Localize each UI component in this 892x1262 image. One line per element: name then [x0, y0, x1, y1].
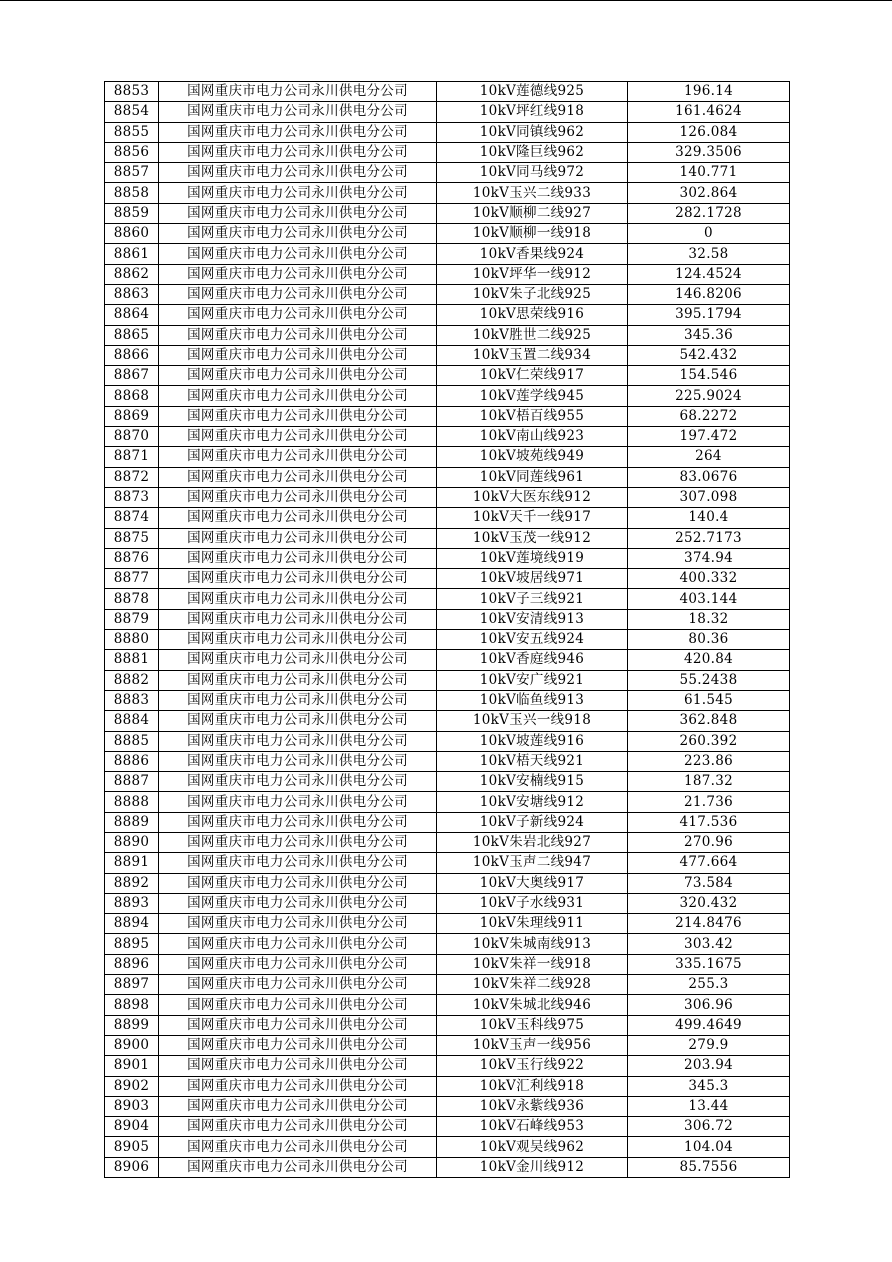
- table-row: [105, 609, 790, 629]
- line-value-cell: 306.96: [628, 995, 790, 1015]
- company-name-cell: 国网重庆市电力公司永川供电分公司: [159, 954, 437, 974]
- table-row: [105, 244, 790, 264]
- row-number-cell: 8880: [105, 630, 159, 650]
- table-row: [105, 670, 790, 690]
- company-name-cell: 国网重庆市电力公司永川供电分公司: [159, 609, 437, 629]
- table-row: [105, 183, 790, 203]
- table-row: [105, 731, 790, 751]
- company-name-cell: 国网重庆市电力公司永川供电分公司: [159, 447, 437, 467]
- table-row: [105, 812, 790, 832]
- line-name-cell: 10kV金川线912: [437, 1157, 628, 1177]
- company-name-cell: 国网重庆市电力公司永川供电分公司: [159, 305, 437, 325]
- line-value-cell: 13.44: [628, 1096, 790, 1116]
- row-number-cell: 8866: [105, 345, 159, 365]
- line-name-cell: 10kV安楠线915: [437, 772, 628, 792]
- company-name-cell: 国网重庆市电力公司永川供电分公司: [159, 163, 437, 183]
- line-name-cell: 10kV子水线931: [437, 893, 628, 913]
- line-value-cell: 154.546: [628, 366, 790, 386]
- company-name-cell: 国网重庆市电力公司永川供电分公司: [159, 427, 437, 447]
- table-row: [105, 163, 790, 183]
- table-row: [105, 772, 790, 792]
- company-name-cell: 国网重庆市电力公司永川供电分公司: [159, 224, 437, 244]
- table-row: [105, 102, 790, 122]
- company-name-cell: 国网重庆市电力公司永川供电分公司: [159, 142, 437, 162]
- company-name-cell: 国网重庆市电力公司永川供电分公司: [159, 244, 437, 264]
- line-name-cell: 10kV莲学线945: [437, 386, 628, 406]
- table-row: [105, 548, 790, 568]
- line-value-cell: 32.58: [628, 244, 790, 264]
- row-number-cell: 8886: [105, 751, 159, 771]
- table-row: [105, 893, 790, 913]
- line-value-cell: 161.4624: [628, 102, 790, 122]
- company-name-cell: 国网重庆市电力公司永川供电分公司: [159, 386, 437, 406]
- row-number-cell: 8888: [105, 792, 159, 812]
- line-name-cell: 10kV胜世二线925: [437, 325, 628, 345]
- table-row: [105, 589, 790, 609]
- line-value-cell: 80.36: [628, 630, 790, 650]
- company-name-cell: 国网重庆市电力公司永川供电分公司: [159, 893, 437, 913]
- line-value-cell: 0: [628, 224, 790, 244]
- line-name-cell: 10kV临鱼线913: [437, 690, 628, 710]
- line-value-cell: 140.4: [628, 508, 790, 528]
- company-name-cell: 国网重庆市电力公司永川供电分公司: [159, 812, 437, 832]
- row-number-cell: 8863: [105, 284, 159, 304]
- row-number-cell: 8857: [105, 163, 159, 183]
- line-name-cell: 10kV永紫线936: [437, 1096, 628, 1116]
- row-number-cell: 8884: [105, 711, 159, 731]
- line-value-cell: 223.86: [628, 751, 790, 771]
- row-number-cell: 8889: [105, 812, 159, 832]
- line-name-cell: 10kV朱祥二线928: [437, 975, 628, 995]
- line-value-cell: 374.94: [628, 548, 790, 568]
- row-number-cell: 8891: [105, 853, 159, 873]
- table-row: [105, 508, 790, 528]
- table-row: [105, 954, 790, 974]
- company-name-cell: 国网重庆市电力公司永川供电分公司: [159, 1056, 437, 1076]
- line-value-cell: 403.144: [628, 589, 790, 609]
- table-row: [105, 995, 790, 1015]
- line-value-cell: 499.4649: [628, 1015, 790, 1035]
- line-value-cell: 61.545: [628, 690, 790, 710]
- line-value-cell: 124.4524: [628, 264, 790, 284]
- row-number-cell: 8902: [105, 1076, 159, 1096]
- line-value-cell: 264: [628, 447, 790, 467]
- company-name-cell: 国网重庆市电力公司永川供电分公司: [159, 284, 437, 304]
- table-row: [105, 284, 790, 304]
- table-row: [105, 792, 790, 812]
- table-row: [105, 1157, 790, 1177]
- table-row: [105, 1117, 790, 1137]
- company-name-cell: 国网重庆市电力公司永川供电分公司: [159, 873, 437, 893]
- row-number-cell: 8894: [105, 914, 159, 934]
- company-name-cell: 国网重庆市电力公司永川供电分公司: [159, 183, 437, 203]
- line-value-cell: 477.664: [628, 853, 790, 873]
- row-number-cell: 8906: [105, 1157, 159, 1177]
- company-name-cell: 国网重庆市电力公司永川供电分公司: [159, 325, 437, 345]
- company-name-cell: 国网重庆市电力公司永川供电分公司: [159, 1076, 437, 1096]
- table-row: [105, 1035, 790, 1055]
- table-row: [105, 1096, 790, 1116]
- line-name-cell: 10kV汇利线918: [437, 1076, 628, 1096]
- line-name-cell: 10kV安塘线912: [437, 792, 628, 812]
- table-row: [105, 487, 790, 507]
- line-value-cell: 329.3506: [628, 142, 790, 162]
- line-value-cell: 146.8206: [628, 284, 790, 304]
- row-number-cell: 8870: [105, 427, 159, 447]
- table-row: [105, 203, 790, 223]
- line-name-cell: 10kV梧百线955: [437, 406, 628, 426]
- line-name-cell: 10kV大医东线912: [437, 487, 628, 507]
- row-number-cell: 8900: [105, 1035, 159, 1055]
- line-value-cell: 542.432: [628, 345, 790, 365]
- table-row: [105, 914, 790, 934]
- company-name-cell: 国网重庆市电力公司永川供电分公司: [159, 82, 437, 102]
- line-name-cell: 10kV梧天线921: [437, 751, 628, 771]
- row-number-cell: 8887: [105, 772, 159, 792]
- company-name-cell: 国网重庆市电力公司永川供电分公司: [159, 366, 437, 386]
- line-name-cell: 10kV仁荣线917: [437, 366, 628, 386]
- row-number-cell: 8875: [105, 528, 159, 548]
- table-row: [105, 711, 790, 731]
- row-number-cell: 8855: [105, 122, 159, 142]
- company-name-cell: 国网重庆市电力公司永川供电分公司: [159, 589, 437, 609]
- company-name-cell: 国网重庆市电力公司永川供电分公司: [159, 569, 437, 589]
- table-body: [105, 82, 790, 1178]
- company-name-cell: 国网重庆市电力公司永川供电分公司: [159, 792, 437, 812]
- line-name-cell: 10kV天千一线917: [437, 508, 628, 528]
- page-top-rule: [0, 0, 892, 1]
- line-value-cell: 270.96: [628, 832, 790, 852]
- line-value-cell: 18.32: [628, 609, 790, 629]
- line-value-cell: 21.736: [628, 792, 790, 812]
- company-name-cell: 国网重庆市电力公司永川供电分公司: [159, 345, 437, 365]
- row-number-cell: 8872: [105, 467, 159, 487]
- row-number-cell: 8898: [105, 995, 159, 1015]
- row-number-cell: 8882: [105, 670, 159, 690]
- table-row: [105, 325, 790, 345]
- line-value-cell: 126.084: [628, 122, 790, 142]
- line-value-cell: 55.2438: [628, 670, 790, 690]
- line-value-cell: 203.94: [628, 1056, 790, 1076]
- row-number-cell: 8883: [105, 690, 159, 710]
- line-name-cell: 10kV香果线924: [437, 244, 628, 264]
- row-number-cell: 8871: [105, 447, 159, 467]
- line-value-cell: 214.8476: [628, 914, 790, 934]
- line-name-cell: 10kV同马线972: [437, 163, 628, 183]
- table-row: [105, 366, 790, 386]
- row-number-cell: 8856: [105, 142, 159, 162]
- company-name-cell: 国网重庆市电力公司永川供电分公司: [159, 1117, 437, 1137]
- line-value-cell: 252.7173: [628, 528, 790, 548]
- line-name-cell: 10kV玉行线922: [437, 1056, 628, 1076]
- company-name-cell: 国网重庆市电力公司永川供电分公司: [159, 670, 437, 690]
- line-name-cell: 10kV隆巨线962: [437, 142, 628, 162]
- company-name-cell: 国网重庆市电力公司永川供电分公司: [159, 1096, 437, 1116]
- row-number-cell: 8899: [105, 1015, 159, 1035]
- line-name-cell: 10kV坡苑线949: [437, 447, 628, 467]
- line-name-cell: 10kV子新线924: [437, 812, 628, 832]
- table-row: [105, 934, 790, 954]
- line-name-cell: 10kV玉声一线956: [437, 1035, 628, 1055]
- line-name-cell: 10kV安五线924: [437, 630, 628, 650]
- line-name-cell: 10kV玉兴二线933: [437, 183, 628, 203]
- line-name-cell: 10kV莲德线925: [437, 82, 628, 102]
- company-name-cell: 国网重庆市电力公司永川供电分公司: [159, 467, 437, 487]
- row-number-cell: 8893: [105, 893, 159, 913]
- line-name-cell: 10kV顺柳一线918: [437, 224, 628, 244]
- table-row: [105, 853, 790, 873]
- table-row: [105, 345, 790, 365]
- line-value-cell: 255.3: [628, 975, 790, 995]
- row-number-cell: 8860: [105, 224, 159, 244]
- line-name-cell: 10kV坡莲线916: [437, 731, 628, 751]
- line-name-cell: 10kV坡居线971: [437, 569, 628, 589]
- table-row: [105, 873, 790, 893]
- table-row: [105, 1076, 790, 1096]
- line-name-cell: 10kV朱子北线925: [437, 284, 628, 304]
- company-name-cell: 国网重庆市电力公司永川供电分公司: [159, 832, 437, 852]
- row-number-cell: 8874: [105, 508, 159, 528]
- row-number-cell: 8885: [105, 731, 159, 751]
- line-value-cell: 260.392: [628, 731, 790, 751]
- row-number-cell: 8905: [105, 1137, 159, 1157]
- row-number-cell: 8878: [105, 589, 159, 609]
- table-row: [105, 305, 790, 325]
- company-name-cell: 国网重庆市电力公司永川供电分公司: [159, 853, 437, 873]
- table-row: [105, 447, 790, 467]
- company-name-cell: 国网重庆市电力公司永川供电分公司: [159, 264, 437, 284]
- line-name-cell: 10kV朱城北线946: [437, 995, 628, 1015]
- company-name-cell: 国网重庆市电力公司永川供电分公司: [159, 102, 437, 122]
- row-number-cell: 8864: [105, 305, 159, 325]
- line-name-cell: 10kV朱岩北线927: [437, 832, 628, 852]
- company-name-cell: 国网重庆市电力公司永川供电分公司: [159, 772, 437, 792]
- row-number-cell: 8896: [105, 954, 159, 974]
- company-name-cell: 国网重庆市电力公司永川供电分公司: [159, 711, 437, 731]
- line-value-cell: 140.771: [628, 163, 790, 183]
- line-name-cell: 10kV玉置二线934: [437, 345, 628, 365]
- table-row: [105, 1056, 790, 1076]
- table-row: [105, 122, 790, 142]
- company-name-cell: 国网重庆市电力公司永川供电分公司: [159, 1157, 437, 1177]
- company-name-cell: 国网重庆市电力公司永川供电分公司: [159, 914, 437, 934]
- table-row: [105, 406, 790, 426]
- company-name-cell: 国网重庆市电力公司永川供电分公司: [159, 122, 437, 142]
- power-line-table: [104, 81, 790, 1178]
- table-row: [105, 386, 790, 406]
- line-value-cell: 68.2272: [628, 406, 790, 426]
- row-number-cell: 8897: [105, 975, 159, 995]
- line-name-cell: 10kV南山线923: [437, 427, 628, 447]
- line-name-cell: 10kV朱祥一线918: [437, 954, 628, 974]
- line-value-cell: 395.1794: [628, 305, 790, 325]
- line-value-cell: 420.84: [628, 650, 790, 670]
- table-row: [105, 650, 790, 670]
- company-name-cell: 国网重庆市电力公司永川供电分公司: [159, 487, 437, 507]
- line-name-cell: 10kV安清线913: [437, 609, 628, 629]
- line-value-cell: 320.432: [628, 893, 790, 913]
- line-value-cell: 345.36: [628, 325, 790, 345]
- company-name-cell: 国网重庆市电力公司永川供电分公司: [159, 650, 437, 670]
- row-number-cell: 8865: [105, 325, 159, 345]
- line-name-cell: 10kV坪红线918: [437, 102, 628, 122]
- line-value-cell: 362.848: [628, 711, 790, 731]
- row-number-cell: 8869: [105, 406, 159, 426]
- line-value-cell: 303.42: [628, 934, 790, 954]
- row-number-cell: 8859: [105, 203, 159, 223]
- line-value-cell: 345.3: [628, 1076, 790, 1096]
- line-name-cell: 10kV玉科线975: [437, 1015, 628, 1035]
- company-name-cell: 国网重庆市电力公司永川供电分公司: [159, 995, 437, 1015]
- company-name-cell: 国网重庆市电力公司永川供电分公司: [159, 975, 437, 995]
- line-name-cell: 10kV坪华一线912: [437, 264, 628, 284]
- line-name-cell: 10kV玉茂一线912: [437, 528, 628, 548]
- table-row: [105, 690, 790, 710]
- row-number-cell: 8876: [105, 548, 159, 568]
- line-name-cell: 10kV思荣线916: [437, 305, 628, 325]
- line-value-cell: 85.7556: [628, 1157, 790, 1177]
- line-name-cell: 10kV莲境线919: [437, 548, 628, 568]
- line-value-cell: 302.864: [628, 183, 790, 203]
- row-number-cell: 8873: [105, 487, 159, 507]
- line-name-cell: 10kV安广线921: [437, 670, 628, 690]
- company-name-cell: 国网重庆市电力公司永川供电分公司: [159, 1035, 437, 1055]
- table-row: [105, 975, 790, 995]
- line-value-cell: 73.584: [628, 873, 790, 893]
- line-value-cell: 225.9024: [628, 386, 790, 406]
- company-name-cell: 国网重庆市电力公司永川供电分公司: [159, 731, 437, 751]
- row-number-cell: 8854: [105, 102, 159, 122]
- table-row: [105, 82, 790, 102]
- table-row: [105, 751, 790, 771]
- line-value-cell: 400.332: [628, 569, 790, 589]
- table-row: [105, 224, 790, 244]
- line-value-cell: 83.0676: [628, 467, 790, 487]
- line-name-cell: 10kV朱理线911: [437, 914, 628, 934]
- row-number-cell: 8904: [105, 1117, 159, 1137]
- company-name-cell: 国网重庆市电力公司永川供电分公司: [159, 751, 437, 771]
- table-row: [105, 832, 790, 852]
- row-number-cell: 8853: [105, 82, 159, 102]
- table-row: [105, 528, 790, 548]
- line-value-cell: 104.04: [628, 1137, 790, 1157]
- line-name-cell: 10kV玉声二线947: [437, 853, 628, 873]
- table-row: [105, 467, 790, 487]
- row-number-cell: 8867: [105, 366, 159, 386]
- table-row: [105, 1015, 790, 1035]
- company-name-cell: 国网重庆市电力公司永川供电分公司: [159, 934, 437, 954]
- row-number-cell: 8862: [105, 264, 159, 284]
- row-number-cell: 8892: [105, 873, 159, 893]
- table-row: [105, 264, 790, 284]
- company-name-cell: 国网重庆市电力公司永川供电分公司: [159, 690, 437, 710]
- line-name-cell: 10kV香庭线946: [437, 650, 628, 670]
- line-name-cell: 10kV朱城南线913: [437, 934, 628, 954]
- company-name-cell: 国网重庆市电力公司永川供电分公司: [159, 406, 437, 426]
- table-row: [105, 569, 790, 589]
- company-name-cell: 国网重庆市电力公司永川供电分公司: [159, 548, 437, 568]
- line-value-cell: 307.098: [628, 487, 790, 507]
- row-number-cell: 8881: [105, 650, 159, 670]
- line-value-cell: 279.9: [628, 1035, 790, 1055]
- row-number-cell: 8858: [105, 183, 159, 203]
- company-name-cell: 国网重庆市电力公司永川供电分公司: [159, 203, 437, 223]
- row-number-cell: 8879: [105, 609, 159, 629]
- line-value-cell: 335.1675: [628, 954, 790, 974]
- line-name-cell: 10kV观吴线962: [437, 1137, 628, 1157]
- line-name-cell: 10kV玉兴一线918: [437, 711, 628, 731]
- line-value-cell: 306.72: [628, 1117, 790, 1137]
- line-name-cell: 10kV子三线921: [437, 589, 628, 609]
- line-value-cell: 282.1728: [628, 203, 790, 223]
- row-number-cell: 8890: [105, 832, 159, 852]
- company-name-cell: 国网重庆市电力公司永川供电分公司: [159, 1015, 437, 1035]
- row-number-cell: 8901: [105, 1056, 159, 1076]
- line-value-cell: 417.536: [628, 812, 790, 832]
- line-name-cell: 10kV同莲线961: [437, 467, 628, 487]
- company-name-cell: 国网重庆市电力公司永川供电分公司: [159, 528, 437, 548]
- table-row: [105, 630, 790, 650]
- company-name-cell: 国网重庆市电力公司永川供电分公司: [159, 630, 437, 650]
- row-number-cell: 8877: [105, 569, 159, 589]
- row-number-cell: 8861: [105, 244, 159, 264]
- line-name-cell: 10kV顺柳二线927: [437, 203, 628, 223]
- row-number-cell: 8868: [105, 386, 159, 406]
- row-number-cell: 8903: [105, 1096, 159, 1116]
- table-row: [105, 427, 790, 447]
- line-value-cell: 196.14: [628, 82, 790, 102]
- line-value-cell: 197.472: [628, 427, 790, 447]
- line-name-cell: 10kV同镇线962: [437, 122, 628, 142]
- line-name-cell: 10kV石峰线953: [437, 1117, 628, 1137]
- table-row: [105, 142, 790, 162]
- company-name-cell: 国网重庆市电力公司永川供电分公司: [159, 508, 437, 528]
- table-row: [105, 1137, 790, 1157]
- row-number-cell: 8895: [105, 934, 159, 954]
- company-name-cell: 国网重庆市电力公司永川供电分公司: [159, 1137, 437, 1157]
- line-value-cell: 187.32: [628, 772, 790, 792]
- line-name-cell: 10kV大奥线917: [437, 873, 628, 893]
